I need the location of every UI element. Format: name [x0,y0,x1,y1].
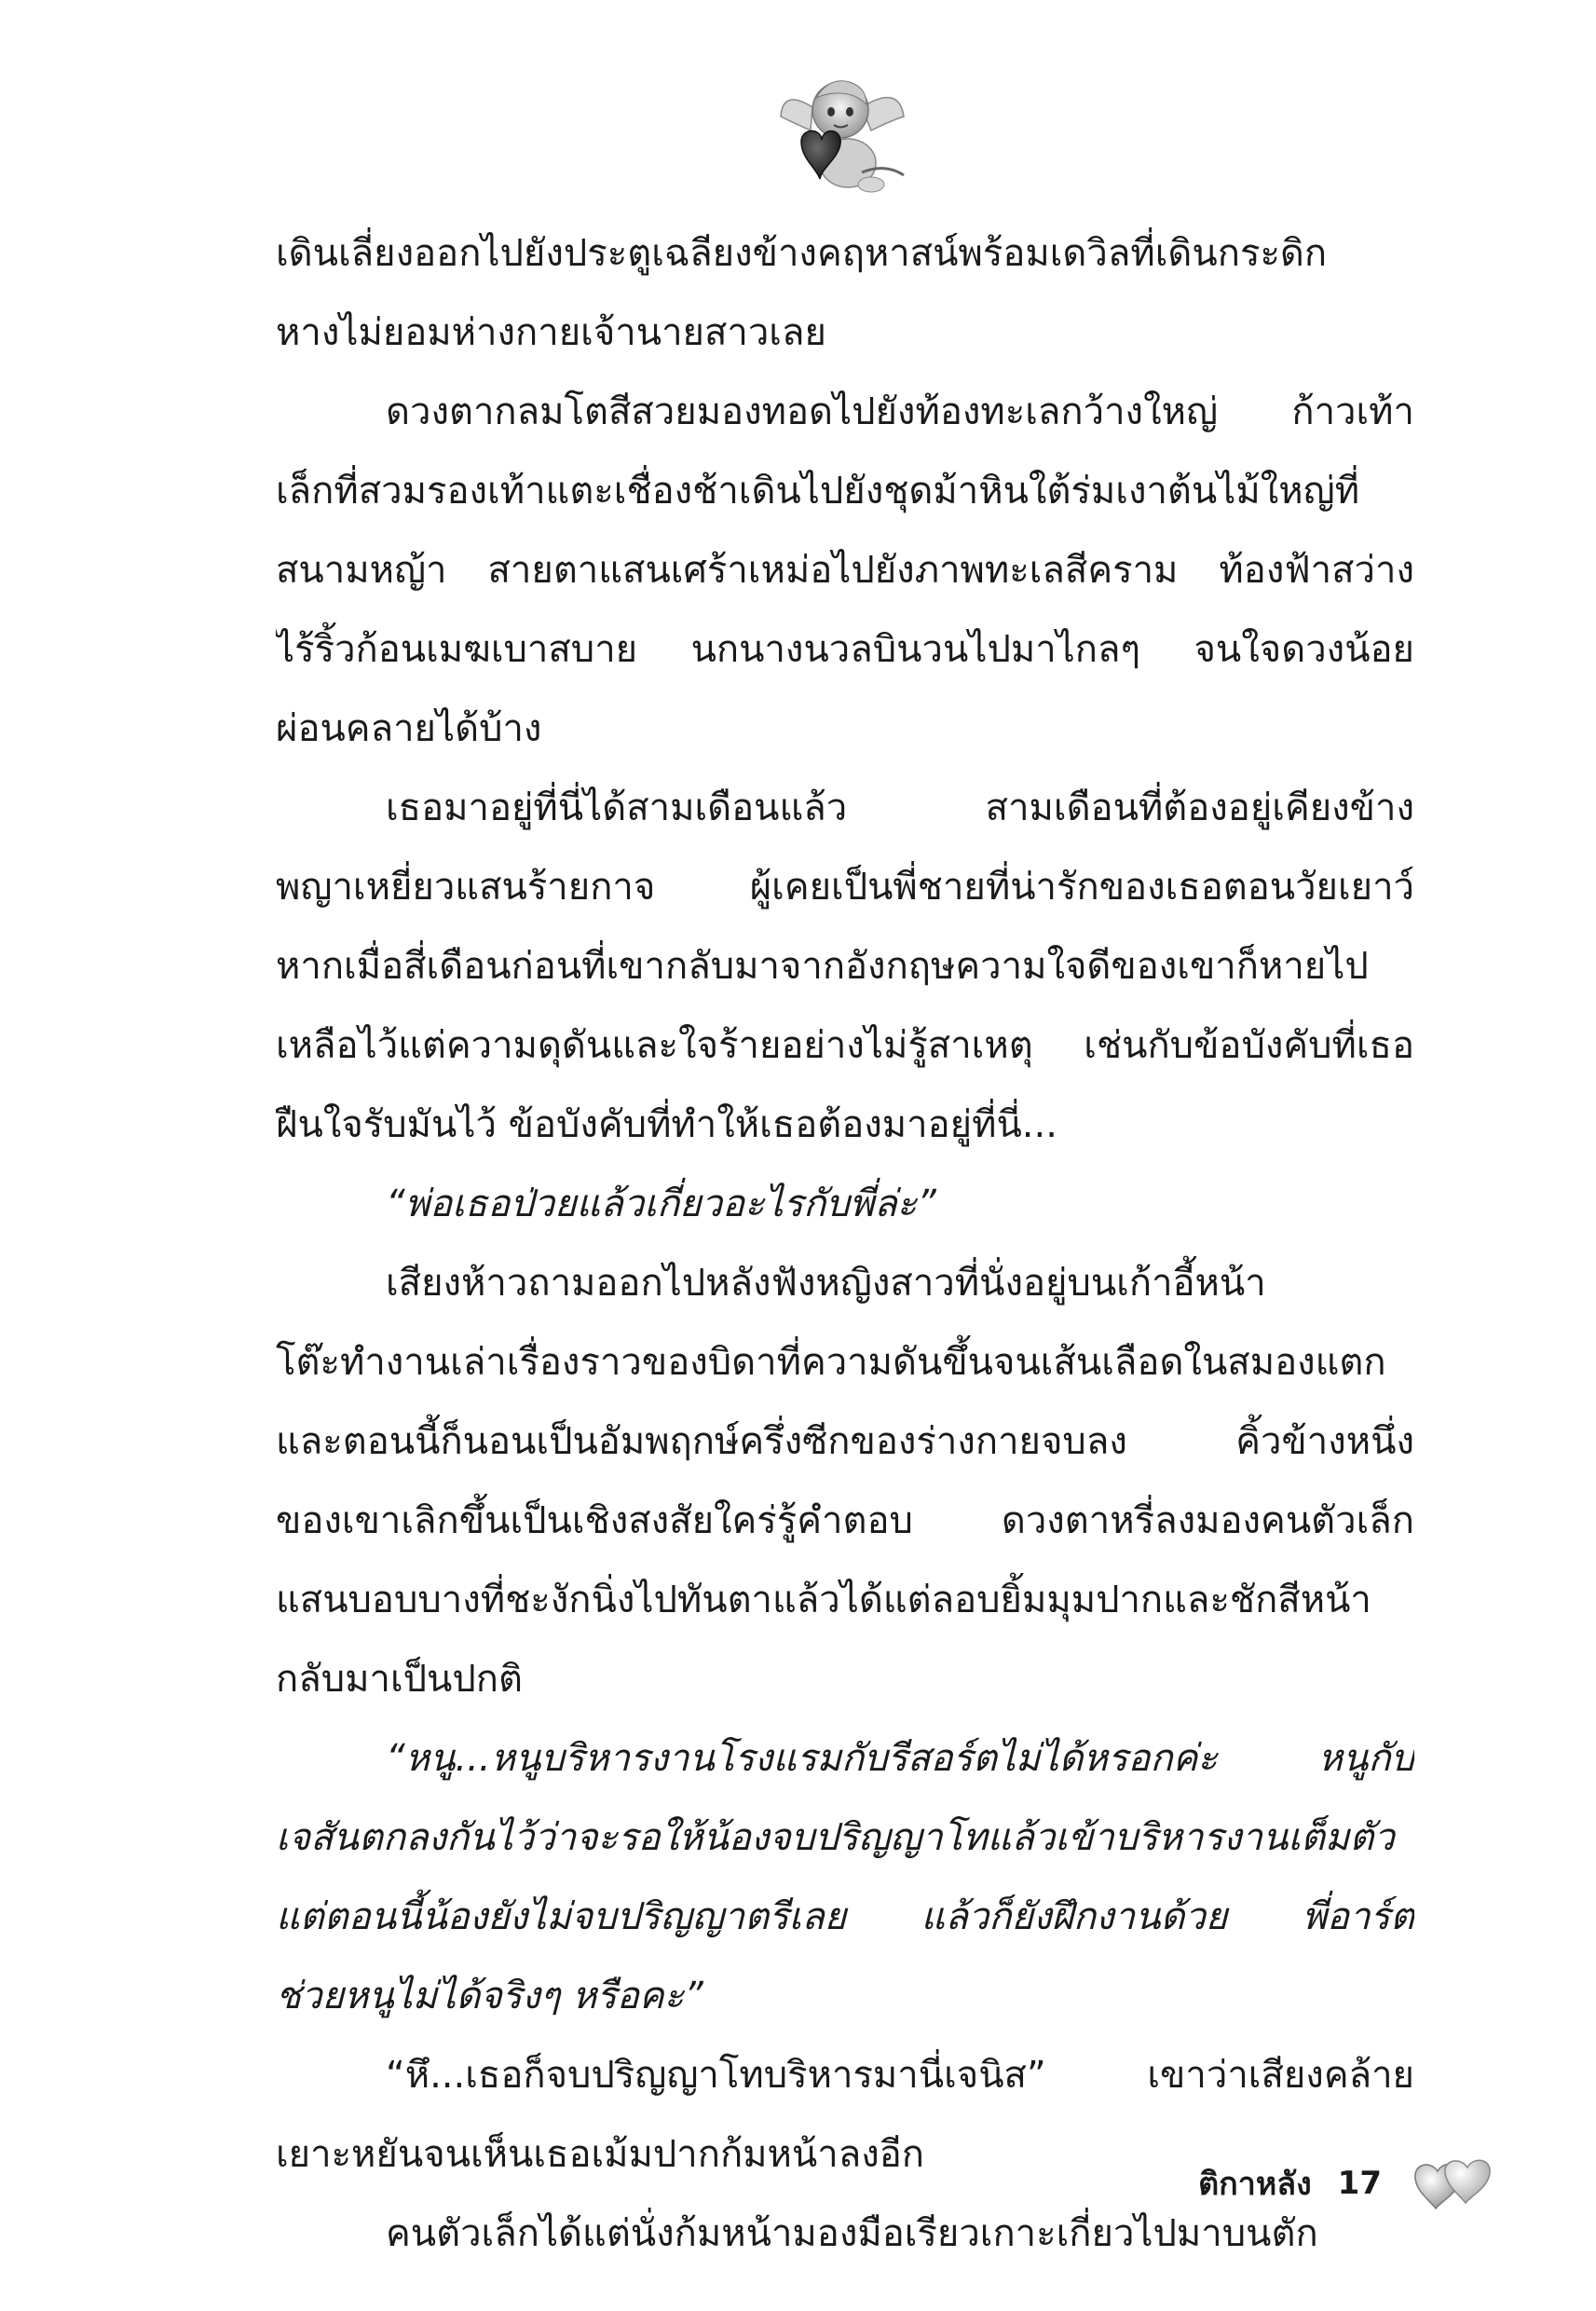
text-line: ผ่อนคลายได้บ้าง [276,707,542,750]
text-line: สนามหญ้า สายตาแสนเศร้าเหม่อไปยังภาพทะเลสีคราม ท้องฟ้าสว่าง [276,549,1414,592]
text-line: คนตัวเล็กได้แต่นั่งก้มหน้ามองมือเรียวเกาะเกี่ยวไปมาบนตัก [386,2212,1318,2255]
text-line: หางไม่ยอมห่างกายเจ้านายสาวเลย [276,311,826,354]
book-title: ติกาหลัง [1198,2166,1312,2203]
text-line: หากเมื่อสี่เดือนก่อนที่เขากลับมาจากอังกฤษความใจดีของเขาก็หายไป [276,945,1369,988]
paragraph [276,769,1414,1165]
text-line: โต๊ะทำงานเล่าเรื่องราวของบิดาที่ความดันขึ้นจนเส้นเลือดในสมองแตก [276,1341,1386,1384]
paragraph [276,1244,1414,1719]
text-line: ฝืนใจรับมันไว้ ข้อบังคับที่ทำให้เธอต้องมาอยู่ที่นี่... [276,1103,1057,1146]
cupid-with-heart-icon [773,65,913,196]
paragraph [276,373,1414,769]
paragraph [276,214,1414,373]
text-line: เล็กที่สวมรองเท้าแตะเชื่องช้าเดินไปยังชุดม้าหินใต้ร่มเงาต้นไม้ใหญ่ที่ [276,470,1360,513]
text-line: “หึ...เธอก็จบปริญญาโทบริหารมานี่เจนิส” เขาว่าเสียงคล้าย [386,2054,1414,2097]
dialogue-line: “พ่อเธอป่วยแล้วเกี่ยวอะไรกับพี่ล่ะ” [386,1183,936,1225]
dialogue-line: เจสันตกลงกันไว้ว่าจะรอให้น้องจบปริญญาโทแล้วเข้าบริหารงานเต็มตัว [276,1816,1395,1859]
text-line: พญาเหยี่ยวแสนร้ายกาจ ผู้เคยเป็นพี่ชายที่น่ารักของเธอตอนวัยเยาว์ [276,866,1414,909]
text-line: เสียงห้าวถามออกไปหลังฟังหญิงสาวที่นั่งอยู่บนเก้าอี้หน้า [386,1262,1266,1305]
text-line: และตอนนี้ก็นอนเป็นอัมพฤกษ์ครึ่งซีกของร่างกายจบลง คิ้วข้างหนึ่ง [276,1420,1414,1463]
page-number: 17 [1337,2165,1382,2202]
text-line: เธอมาอยู่ที่นี่ได้สามเดือนแล้ว สามเดือนที่ต้องอยู่เคียงข้าง [386,786,1414,829]
body-text [276,214,1414,2274]
page-footer [1198,2151,1497,2216]
text-line: แสนบอบบางที่ชะงักนิ่งไปทันตาแล้วได้แต่ลอบยิ้มมุมปากและชักสีหน้า [276,1579,1371,1621]
text-line: ของเขาเลิกขึ้นเป็นเชิงสงสัยใคร่รู้คำตอบ ดวงตาหรี่ลงมองคนตัวเล็ก [276,1499,1414,1542]
dialogue-line: ช่วยหนูไม่ได้จริงๆ หรือคะ” [276,1975,703,2017]
dialogue-line: “หนู...หนูบริหารงานโรงแรมกับรีสอร์ตไม่ได้หรอกค่ะ หนูกับ [386,1737,1414,1780]
paragraph [276,1165,1414,1244]
text-line: ดวงตากลมโตสีสวยมองทอดไปยังท้องทะเลกว้างใหญ่ ก้าวเท้า [386,390,1414,433]
text-line: กลับมาเป็นปกติ [276,1658,523,1701]
paragraph [276,1719,1414,2036]
text-line: ไร้ริ้วก้อนเมฆเบาสบาย นกนางนวลบินวนไปมาไกลๆ จนใจดวงน้อย [276,628,1414,671]
double-heart-icon [1408,2154,1497,2212]
text-line: เยาะหยันจนเห็นเธอเม้มปากก้มหน้าลงอีก [276,2133,924,2176]
text-line: เดินเลี่ยงออกไปยังประตูเฉลียงข้างคฤหาสน์พร้อมเดวิลที่เดินกระดิก [276,232,1328,275]
text-line: เหลือไว้แต่ความดุดันและใจร้ายอย่างไม่รู้สาเหตุ เช่นกับข้อบังคับที่เธอ [276,1024,1414,1067]
dialogue-line: แต่ตอนนี้น้องยังไม่จบปริญญาตรีเลย แล้วก็ยังฝึกงานด้วย พี่อาร์ต [276,1895,1414,1938]
